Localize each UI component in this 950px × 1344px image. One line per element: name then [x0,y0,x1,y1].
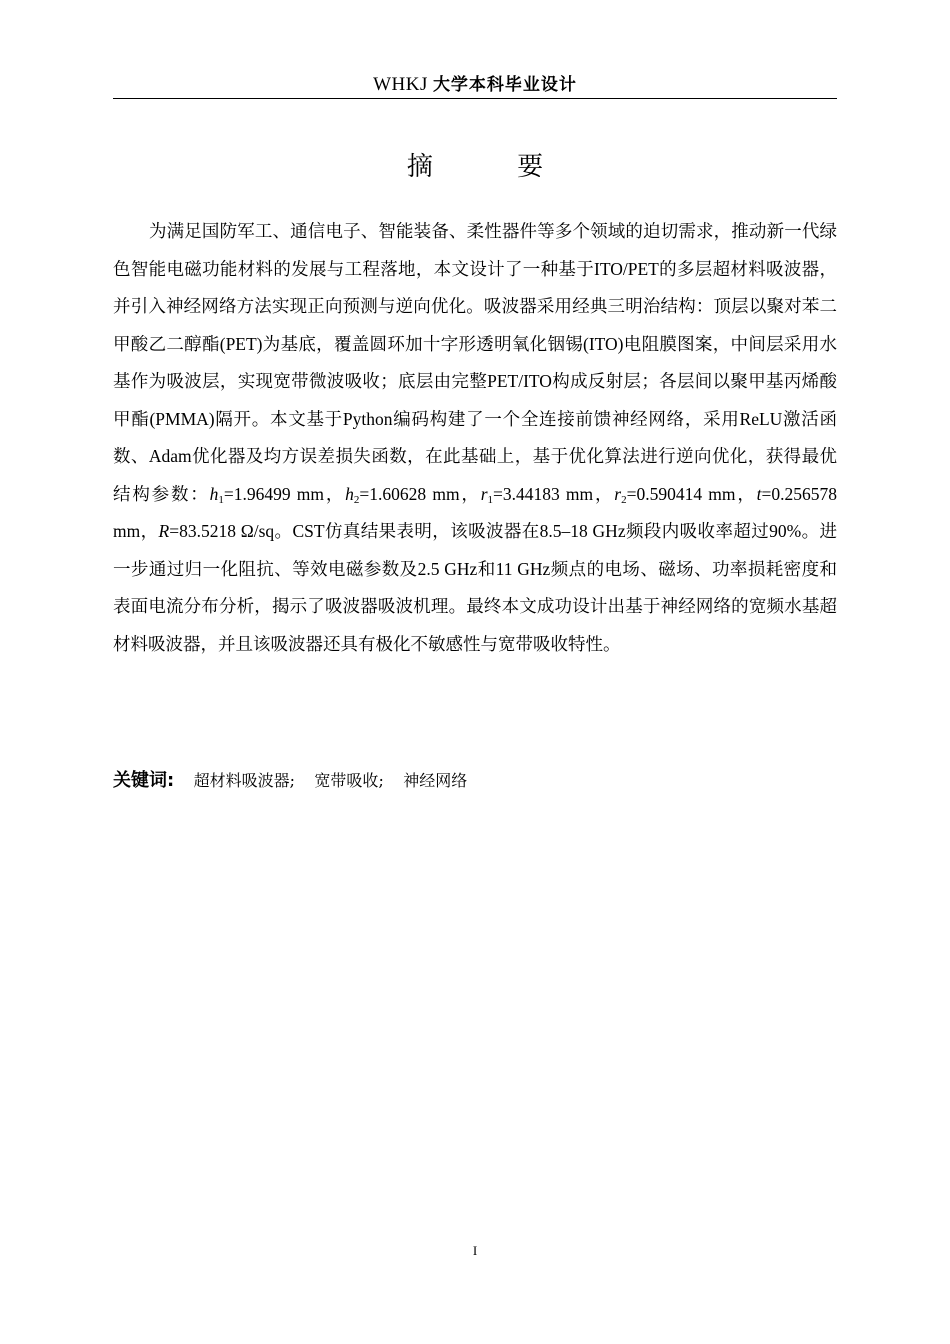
keyword-separator: ; [289,771,296,790]
param-h1-subscript: 1 [218,493,224,506]
param-r2-subscript: 2 [621,493,627,506]
param-r1-subscript: 1 [487,493,493,506]
param-r1-value: =3.44183 mm， [493,483,615,504]
keywords-line [113,766,837,796]
param-r1-symbol: r [480,483,488,504]
param-t-symbol: t [756,483,762,504]
keyword-item: 宽带吸收 [314,771,379,790]
page-header [113,72,837,99]
param-R-symbol: R [158,521,170,541]
keyword-item: 超材料吸波器 [193,771,290,790]
param-h1-symbol: h [209,483,219,504]
param-R-value: =83.5218 Ω/sq。 [169,521,293,541]
param-r2-symbol: r [614,483,622,504]
param-h2-symbol: h [345,483,354,504]
keywords-label: 关键词: [113,770,175,791]
abstract-sentence-1: 为满足国防军工、通信电子、智能装备、柔性器件等多个领域的迫切需求，推动新一代绿色智能电磁功能材料的发展与工程落地，本文设计了一种基于ITO/PET的多层超材料吸波器，并引入神经网络方法实现正向预测与逆向优化。吸波器采用经典三明治结构：顶层以聚对苯二甲酸乙二醇酯(PET)为基底，覆盖圆环加十字形透明氧化铟锡(ITO)电阻膜图案，中间层采用水基作为吸波层，实现宽带微波吸收；底层由完整PET/ITO构成反射层；各层间以聚甲基丙烯酸甲酯(PMMA)隔开。本文基于Python编码构建了一个全连接前馈神经网络，采用ReLU激活函数、Adam优化器及均方误差损失函数，在此基础上，基于优化算法进行逆向优化，获得最优结构参数： [113,221,837,504]
abstract-title: 摘 要 [406,152,582,182]
param-h1-value: =1.96499 mm， [223,483,346,504]
abstract-body [113,213,837,663]
abstract-sentence-2: CST仿真结果表明，该吸波器在8.5–18 GHz频段内吸收率超过90%。进一步通过归一化阻抗、等效电磁参数及2.5 GHz和11 GHz频点的电场、磁场、功率损耗密度和表面电流分布分析，揭示了吸波器吸波机理。最终本文成功设计出基于神经网络的宽频水基超材料吸波器，并且该吸波器还具有极化不敏感性与宽带吸收特性。 [113,521,837,654]
keyword-item: 神经网络 [403,771,468,790]
keyword-separator: ; [378,771,384,790]
param-h2-subscript: 2 [353,493,360,506]
param-r2-value: =0.590414 mm， [626,483,757,504]
header-school-code: WHKJ [373,74,428,95]
page-number: I [472,1243,478,1258]
param-t-value: =0.256578 mm， [113,483,838,541]
param-h2-value: =1.60628 mm， [359,483,481,504]
header-thesis-type: 大学本科毕业设计 [432,75,577,95]
